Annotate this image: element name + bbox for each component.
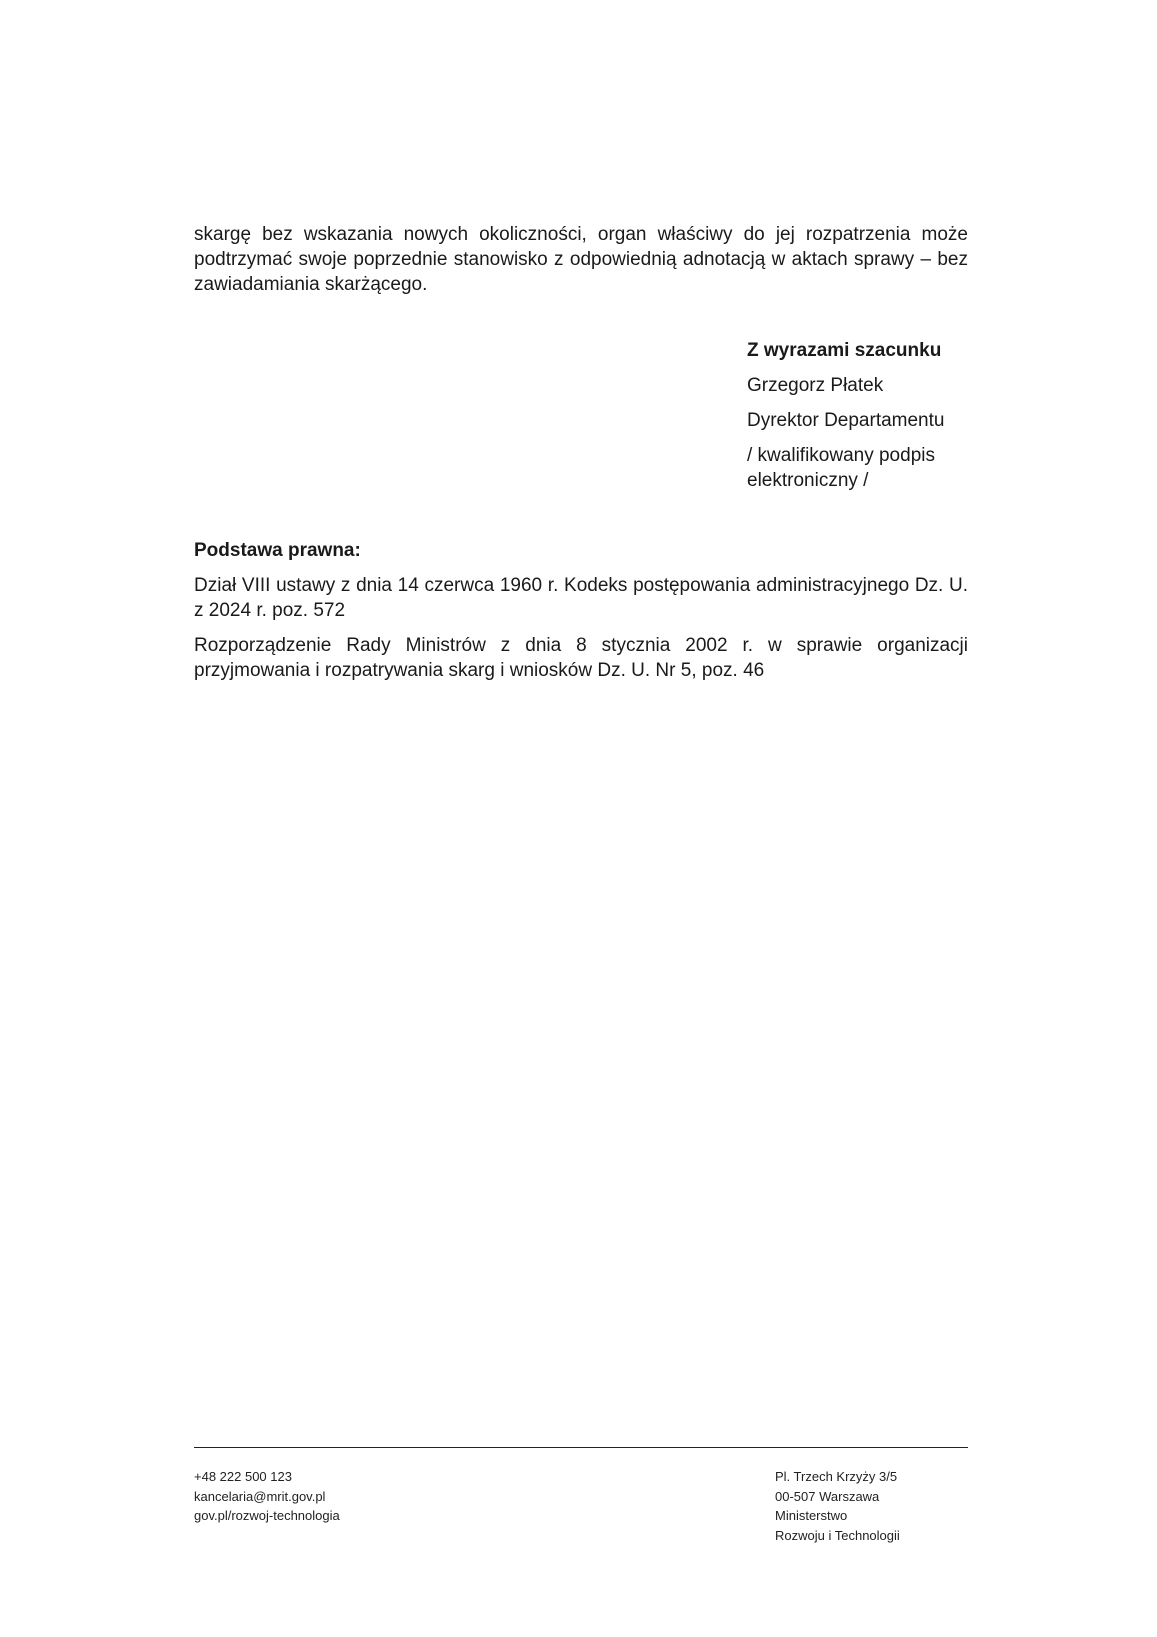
legal-basis-heading: Podstawa prawna:: [194, 540, 361, 561]
legal-basis-section: [194, 538, 968, 693]
closing-salutation: Z wyrazami szacunku: [747, 340, 942, 361]
footer-email: kancelaria@mrit.gov.pl: [194, 1488, 326, 1504]
legal-basis-item-kpa: Dział VIII ustawy z dnia 14 czerwca 1960 r. Kodeks postępowania administracyjnego Dz. U. z 2024 r. poz. 572: [194, 575, 968, 621]
footer-divider: [194, 1447, 968, 1448]
footer-contact: [194, 1467, 340, 1526]
intro-paragraph: skargę bez wskazania nowych okoliczności, organ właściwy do jej rozpatrzenia może podtrzymać swoje poprzednie stanowisko z odpowiednią adnotacją w aktach sprawy – bez zawiadamiania skarżącego.: [194, 224, 968, 295]
footer-website: gov.pl/rozwoj-technologia: [194, 1508, 340, 1523]
signature-block: [747, 338, 987, 503]
footer-institution-line1: Ministerstwo: [775, 1508, 848, 1523]
footer-phone: +48 222 500 123: [194, 1469, 292, 1484]
footer-city: 00-507 Warszawa: [775, 1488, 880, 1504]
electronic-signature-note: / kwalifikowany podpis elektroniczny /: [747, 445, 935, 491]
footer-address: [775, 1467, 900, 1545]
footer-street: Pl. Trzech Krzyży 3/5: [775, 1469, 898, 1484]
signatory-name: Grzegorz Płatek: [747, 375, 884, 396]
footer-institution-line2: Rozwoju i Technologii: [775, 1527, 900, 1543]
signatory-position: Dyrektor Departamentu: [747, 410, 945, 431]
legal-basis-item-regulation: Rozporządzenie Rady Ministrów z dnia 8 stycznia 2002 r. w sprawie organizacji przyjmowania i rozpatrywania skarg i wniosków Dz. U. Nr 5, poz. 46: [194, 635, 968, 681]
